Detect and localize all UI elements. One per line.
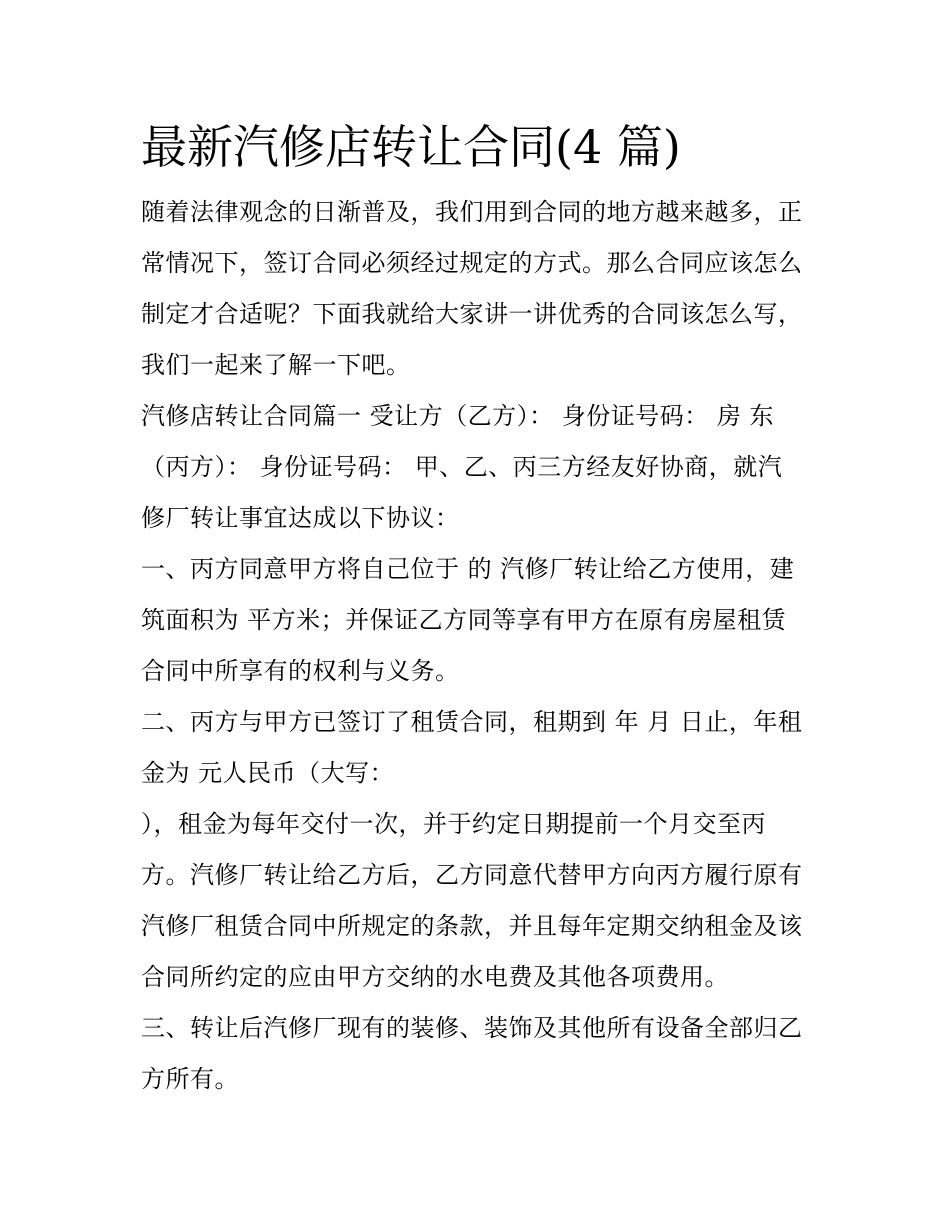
paragraph-line: 三、转让后汽修厂现有的装修、装饰及其他所有设备全部归乙 [141,1014,803,1042]
paragraph-line: 合同中所享有的权利与义务。 [141,657,460,685]
document-title: 最新汽修店转让合同(4 篇) [141,120,681,174]
paragraph-line: 修厂转让事宜达成以下协议： [141,504,460,532]
paragraph-line: 合同所约定的应由甲方交纳的水电费及其他各项费用。 [141,963,729,991]
paragraph-line: 我们一起来了解一下吧。 [141,351,411,379]
paragraph-line: 随着法律观念的日渐普及，我们用到合同的地方越来越多，正 [141,198,803,226]
paragraph-line: 二、丙方与甲方已签订了租赁合同，租期到 年 月 日止，年租 [141,708,803,736]
paragraph-line: 金为 元人民币（大写： [141,759,395,787]
document-content [141,115,813,1105]
paragraph-line: 汽修厂租赁合同中所规定的条款，并且每年定期交纳租金及该 [141,912,803,940]
paragraph-line: 方所有。 [141,1065,239,1093]
paragraph-line: 筑面积为 平方米；并保证乙方同等享有甲方在原有房屋租赁 [141,606,787,634]
paragraph-line: 汽修店转让合同篇一 受让方（乙方）： 身份证号码： 房 东 [141,402,775,430]
paragraph-line: 常情况下，签订合同必须经过规定的方式。那么合同应该怎么 [141,249,803,277]
paragraph-line: 制定才合适呢？下面我就给大家讲一讲优秀的合同该怎么写， [141,300,803,328]
paragraph-line: 方。汽修厂转让给乙方后，乙方同意代替甲方向丙方履行原有 [141,861,803,889]
paragraph-line: ），租金为每年交付一次，并于约定日期提前一个月交至丙 [141,810,766,838]
paragraph-line: （丙方）： 身份证号码： 甲、乙、丙三方经友好协商，就汽 [141,453,783,481]
paragraph-line: 一、丙方同意甲方将自己位于 的 汽修厂转让给乙方使用，建 [141,555,795,583]
